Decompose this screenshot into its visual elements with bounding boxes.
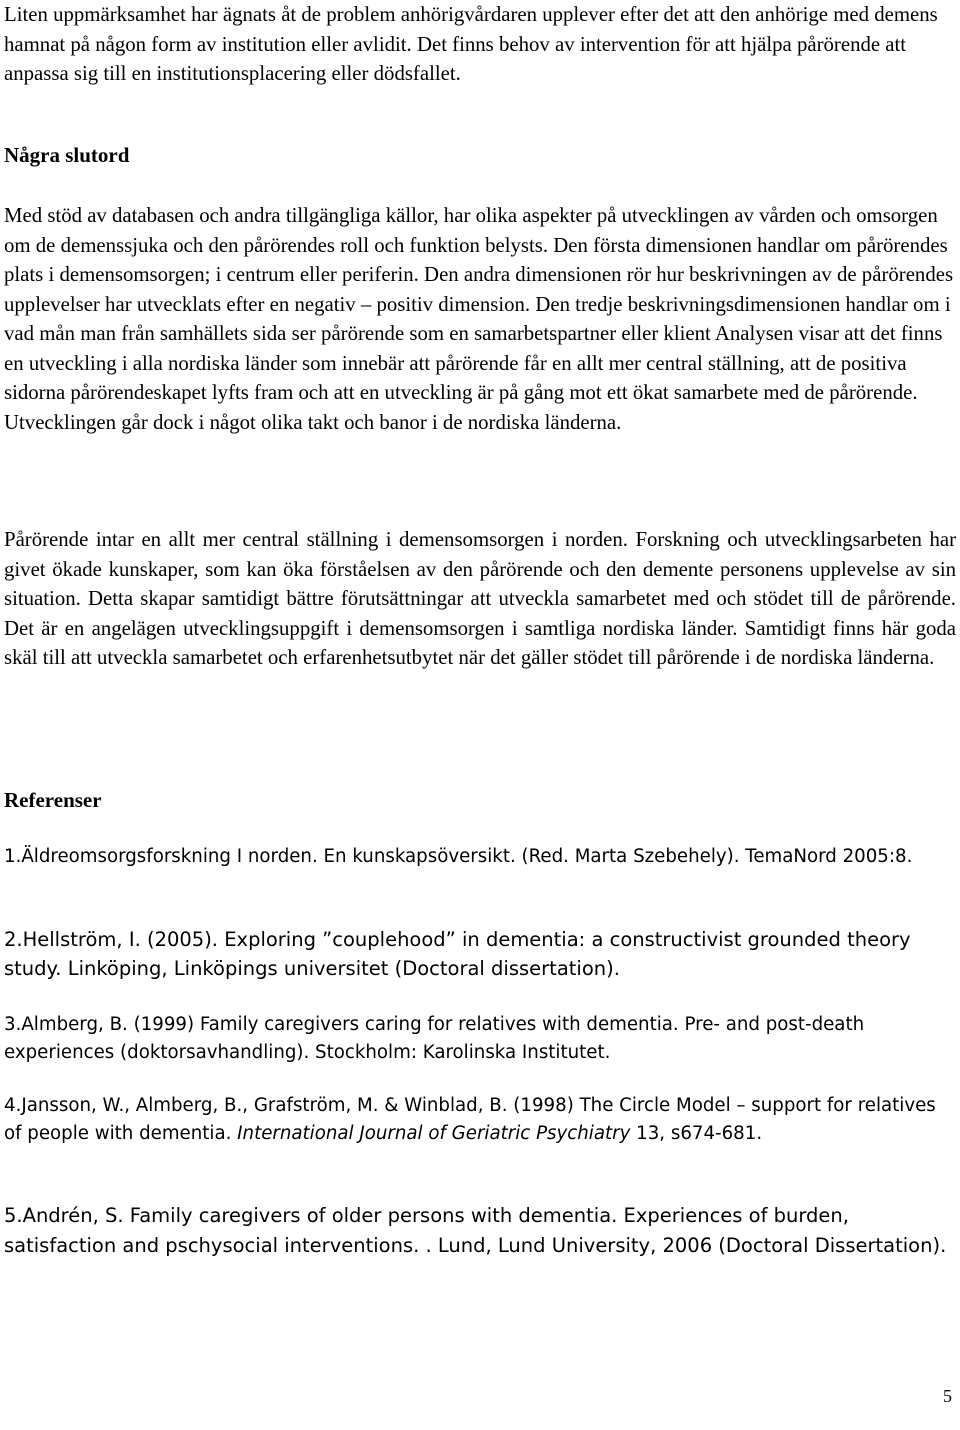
reference-4-journal: International Journal of Geriatric Psychiatry xyxy=(237,1122,631,1144)
slutord-paragraph-1: Med stöd av databasen och andra tillgängliga källor, har olika aspekter på utvecklingen av vården och omsorgen om de demenssjuka och den pårörendes roll och funktion belysts. Den första dimensionen handlar om pårörendes plats i demensomsorgen; i centrum eller periferin. Den andra dimensionen rör hur beskrivningen av de pårörendes upplevelser har utvecklats efter en negativ – positiv dimension. Den tredje beskrivningsdimensionen handlar om i vad mån man från samhällets sida ser pårörende som en samarbetspartner eller klient Analysen visar att det finns en utveckling i alla nordiska länder som innebär att pårörende får en allt mer central ställning, att de positiva sidorna pårörendeskapet lyfts fram och att en utveckling är på gång mot ett ökat samarbete med de pårörende. Utvecklingen går dock i något olika takt och banor i de nordiska länderna. xyxy=(4,204,954,434)
reference-4-authors-title: 4.Jansson, W., Almberg, B., Grafström, M. & Winblad, B. (1998) The Circle Model – support for relatives of people with dementia. xyxy=(4,1095,936,1144)
section-heading-referenser: Referenser xyxy=(4,788,102,812)
reference-4-volume: 13, s674-681. xyxy=(630,1122,763,1144)
reference-1: 1.Äldreomsorgsforskning I norden. En kunskapsöversikt. (Red. Marta Szebehely). TemaNord 2005:8. xyxy=(4,846,913,867)
reference-5: 5.Andrén, S. Family caregivers of older persons with dementia. Experiences of burden, satisfaction and pschysocial interventions. . Lund, Lund University, 2006 (Doctoral Dissertation). xyxy=(4,1204,947,1257)
page-number: 5 xyxy=(943,1386,952,1406)
reference-4 xyxy=(4,1092,956,1147)
section-heading-slutord: Några slutord xyxy=(4,143,130,167)
reference-3: 3.Almberg, B. (1999) Family caregivers caring for relatives with dementia. Pre- and post-death experiences (doktorsavhandling). Stockholm: Karolinska Institutet. xyxy=(4,1014,865,1063)
reference-2: 2.Hellström, I. (2005). Exploring ”couplehood” in dementia: a constructivist grounded theory study. Linköping, Linköpings universitet (Doctoral dissertation). xyxy=(4,928,911,980)
slutord-paragraph-2: Pårörende intar en allt mer central ställning i demensomsorgen i norden. Forskning och utvecklingsarbeten har givet ökade kunskaper, som kan öka förståelsen av den pårörende och den demente personens upplevelse av sin situation. Detta skapar samtidigt bättre förutsättningar att utveckla samarbetet med och stödet till de pårörende. Det är en angelägen utvecklingsuppgift i demensomsorgen i samtliga nordiska länder. Samtidigt finns här goda skäl till att utveckla samarbetet och erfarenhetsutbytet när det gäller stödet till pårörende i de nordiska länderna. xyxy=(4,528,956,669)
intro-paragraph: Liten uppmärksamhet har ägnats åt de problem anhörigvårdaren upplever efter det att den anhörige med demens hamnat på någon form av institution eller avlidit. Det finns behov av intervention för att hjälpa pårörende att anpassa sig till en institutionsplacering eller dödsfallet. xyxy=(4,3,938,85)
